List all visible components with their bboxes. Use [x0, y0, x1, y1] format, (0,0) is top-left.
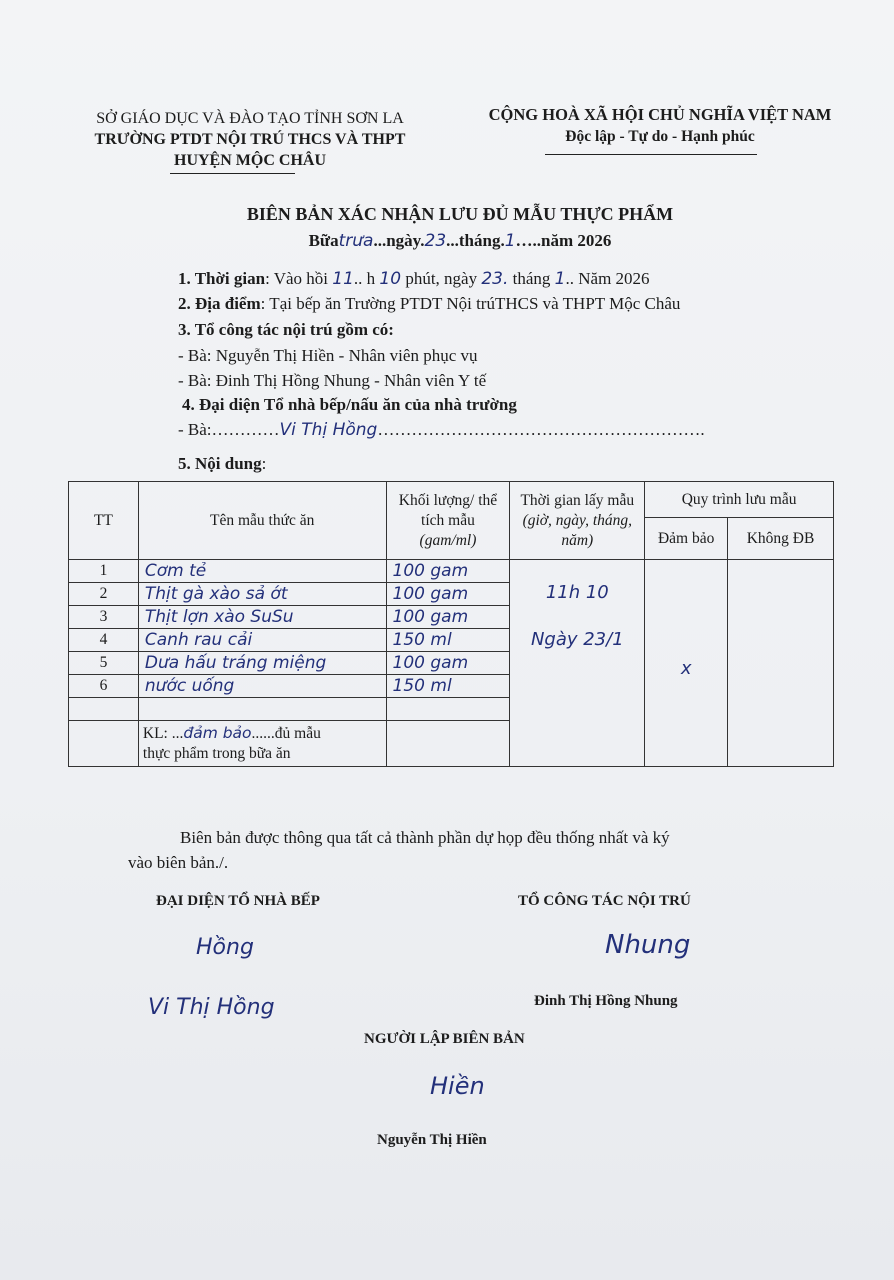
conclusion-handwritten: đảm bảo [183, 724, 252, 742]
agency-header [70, 108, 430, 171]
agency-underline [170, 173, 295, 174]
board-member-2: - Bà: Đinh Thị Hồng Nhung - Nhân viên Y tế [178, 371, 487, 390]
header-name: Tên mẫu thức ăn [138, 482, 386, 560]
hour-handwritten: 11 [332, 269, 354, 289]
table-row: 5 Dưa hấu tráng miệng 100 gam [69, 652, 834, 675]
month-handwritten: 1 [504, 231, 516, 251]
sample-date-handwritten: Ngày 23/1 [530, 629, 624, 650]
header-ok: Đảm bảo [645, 518, 728, 560]
document-subtitle: Bữatrưa...ngày.23...tháng.1…..năm 2026 [308, 231, 612, 251]
board-title: TỔ CÔNG TÁC NỘI TRÚ [518, 893, 691, 909]
section-board-label: 3. Tổ công tác nội trú gồm có: [178, 320, 394, 339]
conclusion-cell: KL: ...đảm bảo......đủ mẫu thực phẩm trong bữa ăn [138, 721, 386, 767]
board-signature: Nhung [605, 930, 691, 960]
header-time: Thời gian lấy mẫu (giờ, ngày, tháng, năm) [510, 482, 645, 560]
national-slogan: Độc lập - Tự do - Hạnh phúc [565, 128, 755, 145]
section-time: 1. Thời gian: Vào hồi 11.. h 10 phút, ngày 23. tháng 1.. Năm 2026 [178, 269, 650, 289]
section-content: 5. Nội dung: [178, 454, 267, 473]
maker-signature: Hiền [430, 1072, 485, 1100]
kitchen-rep-line: - Bà:…………Vi Thị Hồng…………………………………………………. [178, 420, 705, 440]
table-row: 4 Canh rau cải 150 ml [69, 629, 834, 652]
not-ok-cell [728, 560, 834, 767]
header-not-ok: Không ĐB [728, 518, 834, 560]
table-row: 1 Cơm tẻ 100 gam 11h 10 Ngày 23/1 x [69, 560, 834, 583]
ok-mark: x [680, 658, 692, 679]
closing-line-2: vào biên bản./. [128, 853, 229, 872]
kitchen-signature: Hồng [196, 935, 254, 960]
sample-table [68, 481, 834, 767]
national-motto: CỘNG HOÀ XÃ HỘI CHỦ NGHĨA VIỆT NAM [488, 105, 832, 124]
header-weight: Khối lượng/ thể tích mẫu (gam/ml) [386, 482, 510, 560]
day-handwritten: 23 [424, 231, 447, 251]
kitchen-rep-title: ĐẠI DIỆN TỔ NHÀ BẾP [156, 893, 320, 909]
closing-line-1: Biên bản được thông qua tất cả thành phần dự họp đều thống nhất và ký [180, 828, 670, 847]
board-signer-name: Đinh Thị Hồng Nhung [534, 993, 678, 1009]
maker-title: NGƯỜI LẬP BIÊN BẢN [364, 1031, 525, 1047]
month-handwritten-2: 1 [554, 269, 566, 289]
kitchen-rep-handwritten: Vi Thị Hồng [279, 420, 378, 440]
agency-line-1: SỞ GIÁO DỤC VÀ ĐÀO TẠO TỈNH SƠN LA [96, 110, 404, 127]
table-row: 6 nước uống 150 ml [69, 675, 834, 698]
national-header [455, 104, 865, 148]
agency-line-2: TRƯỜNG PTDT NỘI TRÚ THCS VÀ THPT [94, 131, 406, 148]
minute-handwritten: 10 [379, 269, 402, 289]
table-row: 3 Thịt lợn xào SuSu 100 gam [69, 606, 834, 629]
table-row: 2 Thịt gà xào sả ớt 100 gam [69, 583, 834, 606]
day-handwritten-2: 23. [481, 269, 509, 289]
ok-cell [645, 560, 728, 767]
section-kitchen-label: 4. Đại diện Tổ nhà bếp/nấu ăn của nhà trường [182, 395, 517, 414]
sample-time-cell [510, 560, 645, 767]
kitchen-name-handwritten: Vi Thị Hồng [148, 995, 275, 1020]
document-title: BIÊN BẢN XÁC NHẬN LƯU ĐỦ MẪU THỰC PHẨM [246, 204, 674, 224]
header-process: Quy trình lưu mẫu [645, 482, 834, 518]
maker-name: Nguyễn Thị Hiền [377, 1132, 487, 1148]
sample-time-handwritten: 11h 10 [545, 582, 609, 603]
header-tt: TT [69, 482, 139, 560]
section-location: 2. Địa điểm: Tại bếp ăn Trường PTDT Nội trúTHCS và THPT Mộc Châu [178, 294, 681, 313]
national-underline [545, 154, 757, 155]
meal-handwritten: trưa [338, 231, 374, 251]
board-member-1: - Bà: Nguyễn Thị Hiền - Nhân viên phục vụ [178, 346, 478, 365]
agency-line-3: HUYỆN MỘC CHÂU [174, 152, 326, 169]
